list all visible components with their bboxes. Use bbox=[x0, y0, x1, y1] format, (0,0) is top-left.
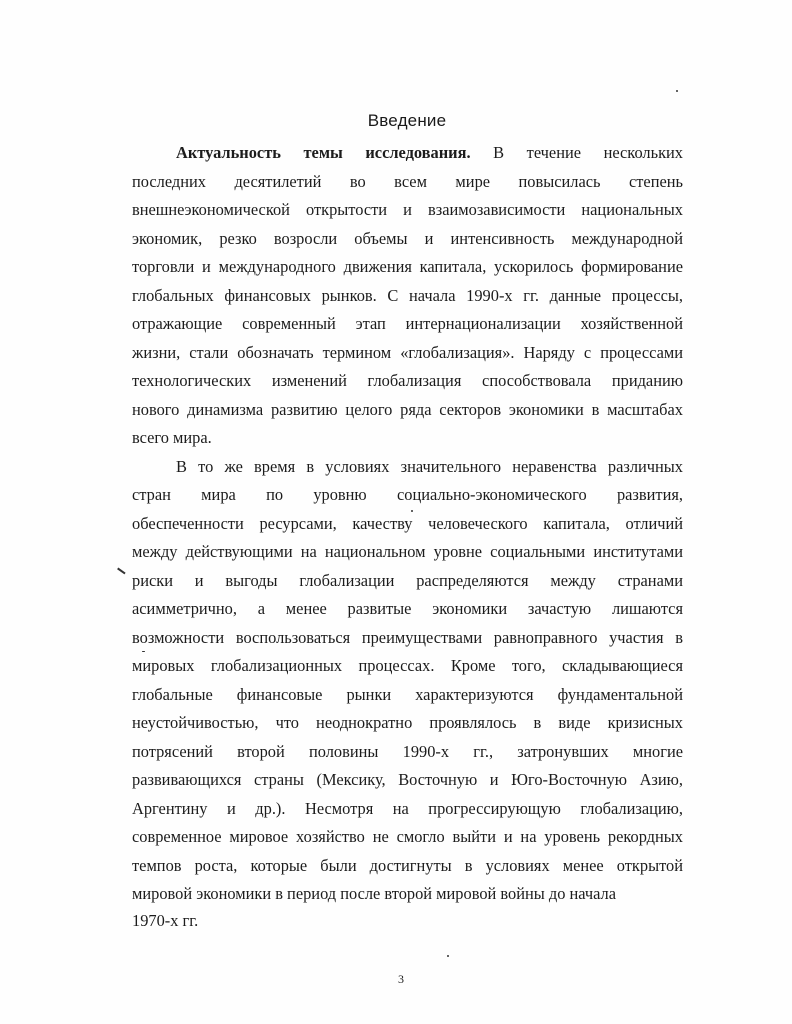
scan-artifact-dot bbox=[411, 510, 413, 512]
paragraph-2-line-8: мировых глобализационных процессах. Кроме того, складывающиеся bbox=[132, 656, 683, 675]
paragraph-2-line-5: риски и выгоды глобализации распределяются между странами bbox=[132, 571, 683, 590]
paragraph-1-line-5: торговли и международного движения капитала, ускорилось формирование bbox=[132, 257, 683, 276]
paragraph-1-line-2: последних десятилетий во всем мире повысилась степень bbox=[132, 172, 683, 191]
paragraph-1-line-7: отражающие современный этап интернационализации хозяйственной bbox=[132, 314, 683, 333]
paragraph-2-line-11: потрясений второй половины 1990-х гг., затронувших многие bbox=[132, 742, 683, 761]
paragraph-2-line-14: современное мировое хозяйство не смогло выйти и на уровень рекордных bbox=[132, 827, 683, 846]
paragraph-2-line-2: стран мира по уровню социально-экономического развития, bbox=[132, 485, 683, 504]
paragraph-2-line-4: между действующими на национальном уровне социальными институтами bbox=[132, 542, 683, 561]
scan-artifact-dot bbox=[447, 955, 449, 957]
paragraph-1-line-3: внешнеэкономической открытости и взаимозависимости национальных bbox=[132, 200, 683, 219]
paragraph-1-line-4: экономик, резко возросли объемы и интенсивность международной bbox=[132, 229, 683, 248]
paragraph-2-line-16: мировой экономики в период после второй мировой войны до начала bbox=[132, 884, 617, 903]
paragraph-2-line-1: В то же время в условиях значительного неравенства различных bbox=[176, 457, 683, 476]
paragraph-2-line-13: Аргентину и др.). Несмотря на прогрессирующую глобализацию, bbox=[132, 799, 683, 818]
paragraph-1-line-1 bbox=[176, 142, 683, 164]
paragraph-1-line-6: глобальных финансовых рынков. С начала 1990-х гг. данные процессы, bbox=[132, 286, 683, 305]
paragraph-1-line-11: всего мира. bbox=[132, 428, 212, 447]
paragraph-2-line-17: 1970-х гг. bbox=[132, 911, 199, 930]
paragraph-1-line-10: нового динамизма развитию целого ряда секторов экономики в масштабах bbox=[132, 400, 683, 419]
scan-artifact-dot bbox=[142, 651, 145, 652]
paragraph-1-line-8: жизни, стали обозначать термином «глобализация». Наряду с процессами bbox=[132, 343, 683, 362]
paragraph-2-line-10: неустойчивостью, что неоднократно проявлялось в виде кризисных bbox=[132, 713, 683, 732]
paragraph-2-line-15: темпов роста, которые были достигнуты в условиях менее открытой bbox=[132, 856, 683, 875]
page-title: Введение bbox=[367, 111, 447, 130]
paragraph-1-line-9: технологических изменений глобализация способствовала приданию bbox=[132, 371, 683, 390]
paragraph-2-line-6: асимметрично, а менее развитые экономики зачастую лишаются bbox=[132, 599, 683, 618]
paragraph-2-line-3: обеспеченности ресурсами, качеству человеческого капитала, отличий bbox=[132, 514, 683, 533]
scan-artifact-mark bbox=[117, 568, 125, 574]
scan-artifact-dot bbox=[676, 90, 678, 92]
section-lead-heading: Актуальность темы исследования. bbox=[176, 143, 471, 162]
page-number: 3 bbox=[398, 972, 404, 986]
paragraph-1-line-1-text: В течение нескольких bbox=[493, 143, 684, 162]
paragraph-2-line-7: возможности воспользоваться преимуществами равноправного участия в bbox=[132, 628, 683, 647]
paragraph-2-line-12: развивающихся страны (Мексику, Восточную и Юго-Восточную Азию, bbox=[132, 770, 683, 789]
paragraph-2-line-9: глобальные финансовые рынки характеризуются фундаментальной bbox=[132, 685, 683, 704]
